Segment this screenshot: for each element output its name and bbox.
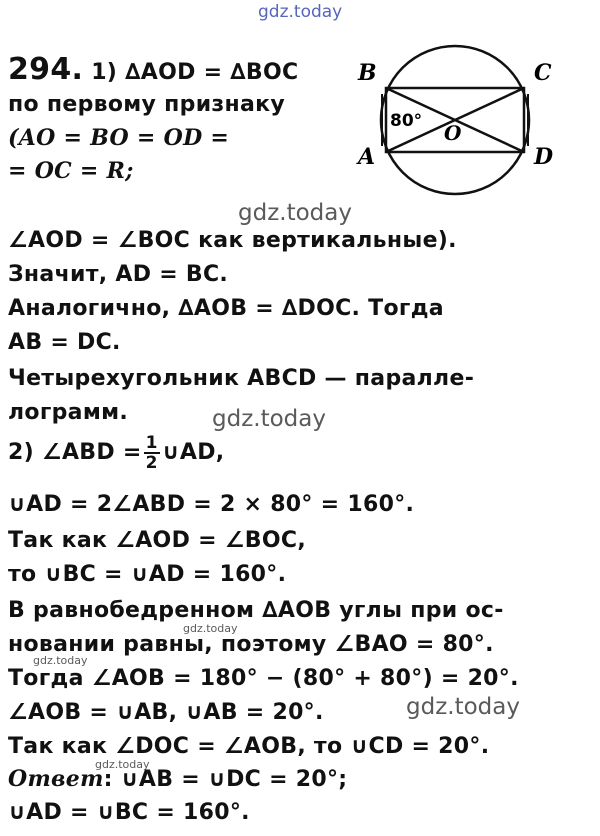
problem-line <box>8 434 224 472</box>
problem-line: В равнобедренном ∆AOB углы при ос- <box>8 598 504 623</box>
problem-line: AB = DC. <box>8 330 121 355</box>
problem-line: = OC = R; <box>8 158 134 184</box>
circle-quadrilateral-figure <box>352 40 572 200</box>
problem-line: Так как ∠DOC = ∠AOB, то ∪CD = 20°. <box>8 734 490 759</box>
problem-line: ∪AD = 2∠ABD = 2 × 80° = 160°. <box>8 492 415 517</box>
angle-label: 80° <box>390 111 423 131</box>
problem-line: (AO = BO = OD = <box>8 125 230 151</box>
watermark: gdz.today <box>406 694 520 720</box>
watermark: gdz.today <box>95 758 150 771</box>
problem-line: ∠AOD = ∠BOC как вертикальные). <box>8 228 457 253</box>
problem-line: новании равны, поэтому ∠BAO = 80°. <box>8 632 494 657</box>
watermark: gdz.today <box>212 406 326 432</box>
problem-line: лограмм. <box>8 400 129 425</box>
watermark: gdz.today <box>183 622 238 635</box>
fraction-numerator: 1 <box>145 433 158 453</box>
line-text: 1) ∆AOD = ∆BOC <box>91 60 299 85</box>
problem-line: Тогда ∠AOB = 180° − (80° + 80°) = 20°. <box>8 666 519 691</box>
problem-line: ∪AD = ∪BC = 160°. <box>8 800 250 825</box>
problem-line: по первому признаку <box>8 92 286 117</box>
problem-line: то ∪BC = ∪AD = 160°. <box>8 562 287 587</box>
vertex-label-d: D <box>534 144 554 170</box>
problem-line: ∠AOB = ∪AB, ∪AB = 20°. <box>8 700 324 725</box>
line-text: ∪AD, <box>161 440 225 465</box>
fraction-denominator: 2 <box>145 453 158 473</box>
vertex-label-b: B <box>358 60 377 86</box>
problem-line <box>8 52 298 87</box>
watermark: gdz.today <box>33 654 88 667</box>
line-text: : ∪AB = ∪DC = 20°; <box>103 767 348 792</box>
problem-line <box>8 766 347 792</box>
fraction <box>144 434 160 472</box>
center-label-o: O <box>444 121 462 145</box>
problem-line: Значит, AD = BC. <box>8 262 229 287</box>
answer-label: Ответ <box>8 766 104 792</box>
vertex-label-a: A <box>358 144 376 170</box>
line-text: 2) ∠ABD = <box>8 440 142 465</box>
problem-line: Аналогично, ∆AOB = ∆DOC. Тогда <box>8 296 444 321</box>
problem-line: Четырехугольник ABCD — параллe- <box>8 366 475 391</box>
watermark: gdz.today <box>238 200 352 226</box>
problem-number: 294. <box>8 52 84 87</box>
vertex-label-c: C <box>534 60 552 86</box>
problem-line: Так как ∠AOD = ∠BOC, <box>8 528 306 553</box>
watermark-top: gdz.today <box>258 2 343 22</box>
